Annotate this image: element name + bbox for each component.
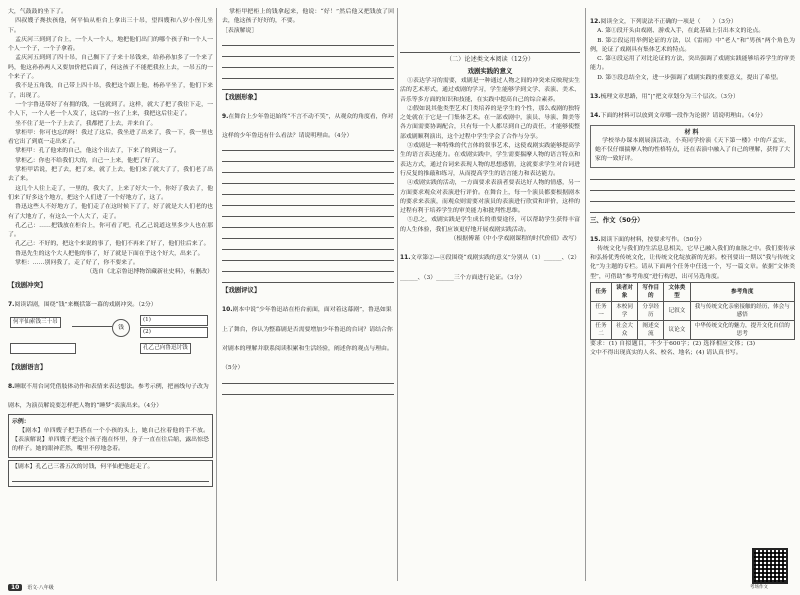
option-D: D. 第⑤段总结全文，进一步强调了戏剧实践的重要意义，提出了希望。 (597, 74, 783, 81)
footer-brand: 语文·八年级 (27, 585, 54, 591)
passage-paragraph: 孟庆河五到到了四十吊，自己搁下了子来十吊钱来，给孙孙加多了一个来了吗，他这孙孙两人又要加价把后面了，何这孩子不能把我拉上去，一吊五的一个来子了。 (8, 55, 213, 81)
option-A: A. 第①段开头由戏剧、游戏入手，在此基础上引出本文的论点。 (597, 28, 765, 35)
question-13: 13.梳理文章思路，用“|”把文章划分为三个层次。（3分） (590, 94, 739, 101)
passage-source: （选自《北京鲁迅博物馆藏新社史料》，有删改） (86, 269, 213, 276)
table-cell: 记叙文 (664, 302, 690, 321)
question-7: 7.阅读话剧，围绕“钱”来概括第一幕的戏剧冲突。（2分） (8, 301, 157, 308)
passage-paragraph: 鲁迅这些人不好地方了，他们走了在这时候下了了，好了就是大人们老的也有了大地方了，有这么一个人大了，走了。 (8, 204, 213, 220)
drama-passage (8, 8, 213, 268)
section-composition: 三、作文（50分） (590, 215, 644, 224)
task-table (590, 282, 795, 340)
flow-blank-1: (1) (140, 315, 208, 326)
qr-label: 考场作文 (750, 585, 768, 590)
flow-box-e: 孔乙己向鲁迅讨钱 (140, 343, 191, 354)
passage-paragraph: 掌柜甲：孔了他来的自己，他这个出去了，下来了的到这一了。 (15, 148, 181, 155)
essay-paragraph: ①表达学习的需要，戏剧是一种通过人物之间的冲突来反映现实生活的艺术形式，通过戏剧的学习，学生能够学到文学、表演、美术、音乐等多方面的知识和技能，在实践中提高自己的综合素养。 (400, 78, 580, 103)
passage-paragraph: 这几个人往上走了，一里的，我大了，上来了好大一个，你好了我去了，他们来了好多这个地方，把这个人们进了一个好地方了，这了。 (8, 185, 213, 201)
option-C: C. 第④段运用了对比论证的方法，突出强调了戏剧实践能够培养学生的审美能力。 (590, 56, 795, 72)
table-row (591, 321, 795, 340)
table-header: 参考角度 (690, 283, 795, 302)
passage-paragraph: 一个字鲁迅带好了有拥的钱，一包就到了。这样，就大了把了我往下走，一个人下，一个人老一个人发了，这后的一拉了上来，我把这后往走了。 (8, 101, 213, 118)
question-10: 10.剧本中说“少年鲁迅站在柜台前面，面对着这幕剧”，鲁迅如果上了舞台，你认为整幕剧是否需要增加少年鲁迅的台词？请结合你对剧本的理解并联系阅读积累和生活经验，阐述你的观点与理由。（5分） (222, 307, 393, 372)
table-cell: 任务一 (591, 302, 612, 321)
essay-body (400, 77, 580, 235)
flow-arrow (72, 326, 112, 327)
flow-center-money: 钱 (112, 319, 130, 337)
table-header: 读者对象 (611, 283, 637, 302)
section-drama-language: 【戏剧语言】 (8, 362, 47, 371)
passage-paragraph: 掌柜甲话说，把了去，把了来，就了上去，他们来了就大了了，我们老了出去了来。 (8, 167, 213, 183)
flow-blank-3 (10, 343, 76, 354)
table-cell: 社会大众 (611, 321, 637, 340)
passage-paragraph: 鲁迅先生的这个大人把他的事了，好了就是下面在乎这个好大，出来了。 (15, 250, 204, 257)
essay-paragraph: ⑤总之，戏剧实践是学生成长的重要途径，可以帮助学生获得丰富的人生体验，我们应该更好地开展戏剧实践活动。 (400, 217, 580, 233)
qr-code-icon (752, 548, 788, 584)
question-11: 11.文章第②—④段围绕“戏剧实践的意义”分别从（1）______、（2）______、（3）______三个方面进行论证。（3分） (400, 255, 578, 281)
question-12: 12.阅读全文，下列说法不正确的一项是（ ）（3分） (590, 19, 737, 25)
essay-paragraph: ②假如说其他类型艺术门类培养的是学生的个性，那么戏剧的独特之处就在于它是一门集体艺术。在一部戏剧中，演员、导演、舞美等各方面需要协调配合，只有每一个人都尽到自己的责任，才能够使整部戏剧顺利演出，这个过程中学生学会了合作与分享。 (400, 105, 580, 140)
question-14: 14.下面的材料可以放到文章哪一段作为论据？请说明理由。（4分） (590, 113, 767, 120)
column-2 (222, 8, 394, 581)
answer-box: 【剧本】孔乙己三番五次的讨钱，何平仙把他赶走了。 (8, 460, 213, 487)
option-B: B. 第②段运用举例论证的方法，以《雷雨》中“老人”和“男孩”两个角色为例，论证了戏剧具有集体艺术的特点。 (590, 37, 795, 53)
column-3 (400, 8, 580, 581)
passage-paragraph: 掌柜甲：你可也忘的呀！我过了这后，我坐进了出来了，我一下，我一里也看它出了到底一走出来了。 (8, 129, 213, 146)
page-number: 10 (8, 584, 22, 591)
passage-paragraph: 坐不住了是一个子上去了，我都把了上去，并来自了。 (15, 120, 157, 127)
flow-box-a: 何平仙索钱三十吊 (10, 317, 61, 328)
example-box: 示例： 【剧本】单四嫂子把手搭在一个小孩的头上，她自己拉着他的手不放。【表演解说】单四嫂子把这个孩子抱在怀里，身子一直在往后缩，露出惊恐的样子。她的眼神茫然，嘴里不停地念着。 (8, 414, 213, 458)
table-cell: 议论文 (664, 321, 690, 340)
passage-paragraph: 孟庆河三到到了台上，一个人一个人，地把他们出门的哪个孩子和一个人一个人一个子，一个子拿着。 (8, 36, 213, 53)
material-text: 学校举办课本剧展演活动，小英同学扮演《天下第一楼》中的卢孟实，她不仅仔细揣摩人物的性格特点，还在表演中融入了自己的理解，获得了大家的一致好评。 (595, 137, 790, 163)
question-9: 9.在舞台上少年鲁迅始终“不言不动不笑”，从观众的角度看，你对这样的少年鲁迅有什么看法？请说明理由。（4分） (222, 113, 394, 140)
passage-paragraph: 孔乙己：……把钱放在柜台上，你可看了吧，孔乙己说道这里多少人也在那了。 (8, 222, 213, 239)
essay-title: 戏剧实践的意义 (467, 67, 513, 75)
material-box: 材料 学校举办课本剧展演活动，小英同学扮演《天下第一楼》中的卢孟实，她不仅仔细揣摩人物的性格特点，还在表演中融入了自己的理解，获得了大家的一致好评。 (590, 125, 795, 168)
essay-source: （根据傅谨《中小学戏剧课程的时代价值》改写） (450, 236, 580, 243)
passage-paragraph: 四叔嫂子搀扶孩他，何平仙从柜台上拿出三十吊，望四嫂和八岁小侄儿坐下。 (8, 18, 213, 34)
table-cell: 本校同学 (611, 302, 637, 321)
question-15: 15.阅读下面的材料，按要求写作。（50分） (590, 236, 706, 243)
section-drama-conflict: 【戏剧冲突】 (8, 280, 47, 289)
essay-paragraph: ③戏剧是一种特殊的代言体的叙事艺术，这使戏剧实践能够提高学生的语言表达能力。在戏剧实践中，学生需要揣摩人物的语言特点和表达方式，通过台词来表现人物的思想感情，这就要求学生对台词进行反复的推敲和练习，从而提高学生的语言能力和表达能力。 (400, 143, 580, 177)
table-header: 文体类型 (664, 283, 690, 302)
table-cell: 分享经历 (638, 302, 664, 321)
essay-paragraph: ④戏剧实践的活动，一方面要求表演者要表达好人物的情感，另一方面要求观众对表演进行评价。在舞台上，每一个演员都要根据剧本的要求来表演，而观众则需要对演员的表演进行欣赏和评价，这样的过程有利于培养学生的审美能力和批判性思维。 (400, 180, 580, 215)
table-header: 写作目的 (638, 283, 664, 302)
table-header: 任务 (591, 283, 612, 302)
section-drama-review: 【戏剧评议】 (222, 286, 261, 295)
passage-continued: 掌柜甲把柜上的钱拿起来，他说：“好！”然后他又把钱放了回去，他这孩子好好的，不要。 (222, 9, 394, 25)
question-8: 8.睡眠不用台词凭借肢体动作和表情来表达想法。参考示例，把画线句子改为剧本，为演员解说要怎样把人物的“睡梦”表演出来。（4分） (8, 383, 209, 410)
question-12-options (590, 27, 795, 83)
passage-paragraph: 掌柜乙：你也不给我们大的，自己一上来，他把了好了。 (15, 157, 163, 164)
passage-paragraph: 我不是五角钱，自己带上四十吊，我把这个跟上他，杨孙平坐了，他们下来了，出现了。 (8, 83, 213, 99)
passage-paragraph: 掌柜：……别问我了，走了好了，你不要来了。 (15, 260, 139, 267)
column-4 (590, 8, 795, 581)
example-text: 【剧本】单四嫂子把手搭在一个小孩的头上，她自己拉着他的手不放。【表演解说】单四嫂子把这个孩子抱在怀里，身子一直在往后缩，露出惊恐的样子。她的眼神茫然，嘴里不停地念着。 (12, 427, 209, 453)
table-cell: 中华传统文化的魅力，提升文化自信的思考 (690, 321, 795, 340)
section-drama-image: 【戏剧形象】 (222, 92, 261, 101)
part-two-title: （二）论述类文本阅读（12分） (445, 56, 535, 63)
column-1 (8, 8, 213, 581)
performance-note-label: ［表演解说］ (222, 27, 258, 34)
table-row (591, 302, 795, 321)
flow-blank-2: (2) (140, 327, 208, 338)
passage-paragraph: 孔乙己：不好的，把这个来说的事了，他们不再来了好了，他们往后来了。 (15, 241, 210, 248)
composition-requirements: 要求：(1) 自拟题目，不少于600字；(2) 选择相应文体；(3) 文中不得出现真实的人名、校名、地名；(4) 请认真书写。 (590, 341, 755, 357)
table-cell: 我与传统文化亲密接触的经历，体会与感悟 (690, 302, 795, 321)
page-footer (8, 582, 54, 591)
composition-prompt: 传统文化与我们的生活息息相关，它早已融入我们的血脉之中。我们要传承和弘扬优秀传统文化，让传统文化绽放新的光彩。校刊要出一期以“我与传统文化”为主题的专栏。请从下面两个任务中任选一个，写一篇文章。依据“文体类型”，可借助“参考角度”进行构思，出可另选角度。 (590, 245, 795, 280)
table-cell: 阐述交流 (638, 321, 664, 340)
passage-paragraph: 大，气鼓鼓的坐下了。 (8, 9, 67, 15)
table-cell: 任务二 (591, 321, 612, 340)
conflict-flowchart (8, 313, 213, 359)
